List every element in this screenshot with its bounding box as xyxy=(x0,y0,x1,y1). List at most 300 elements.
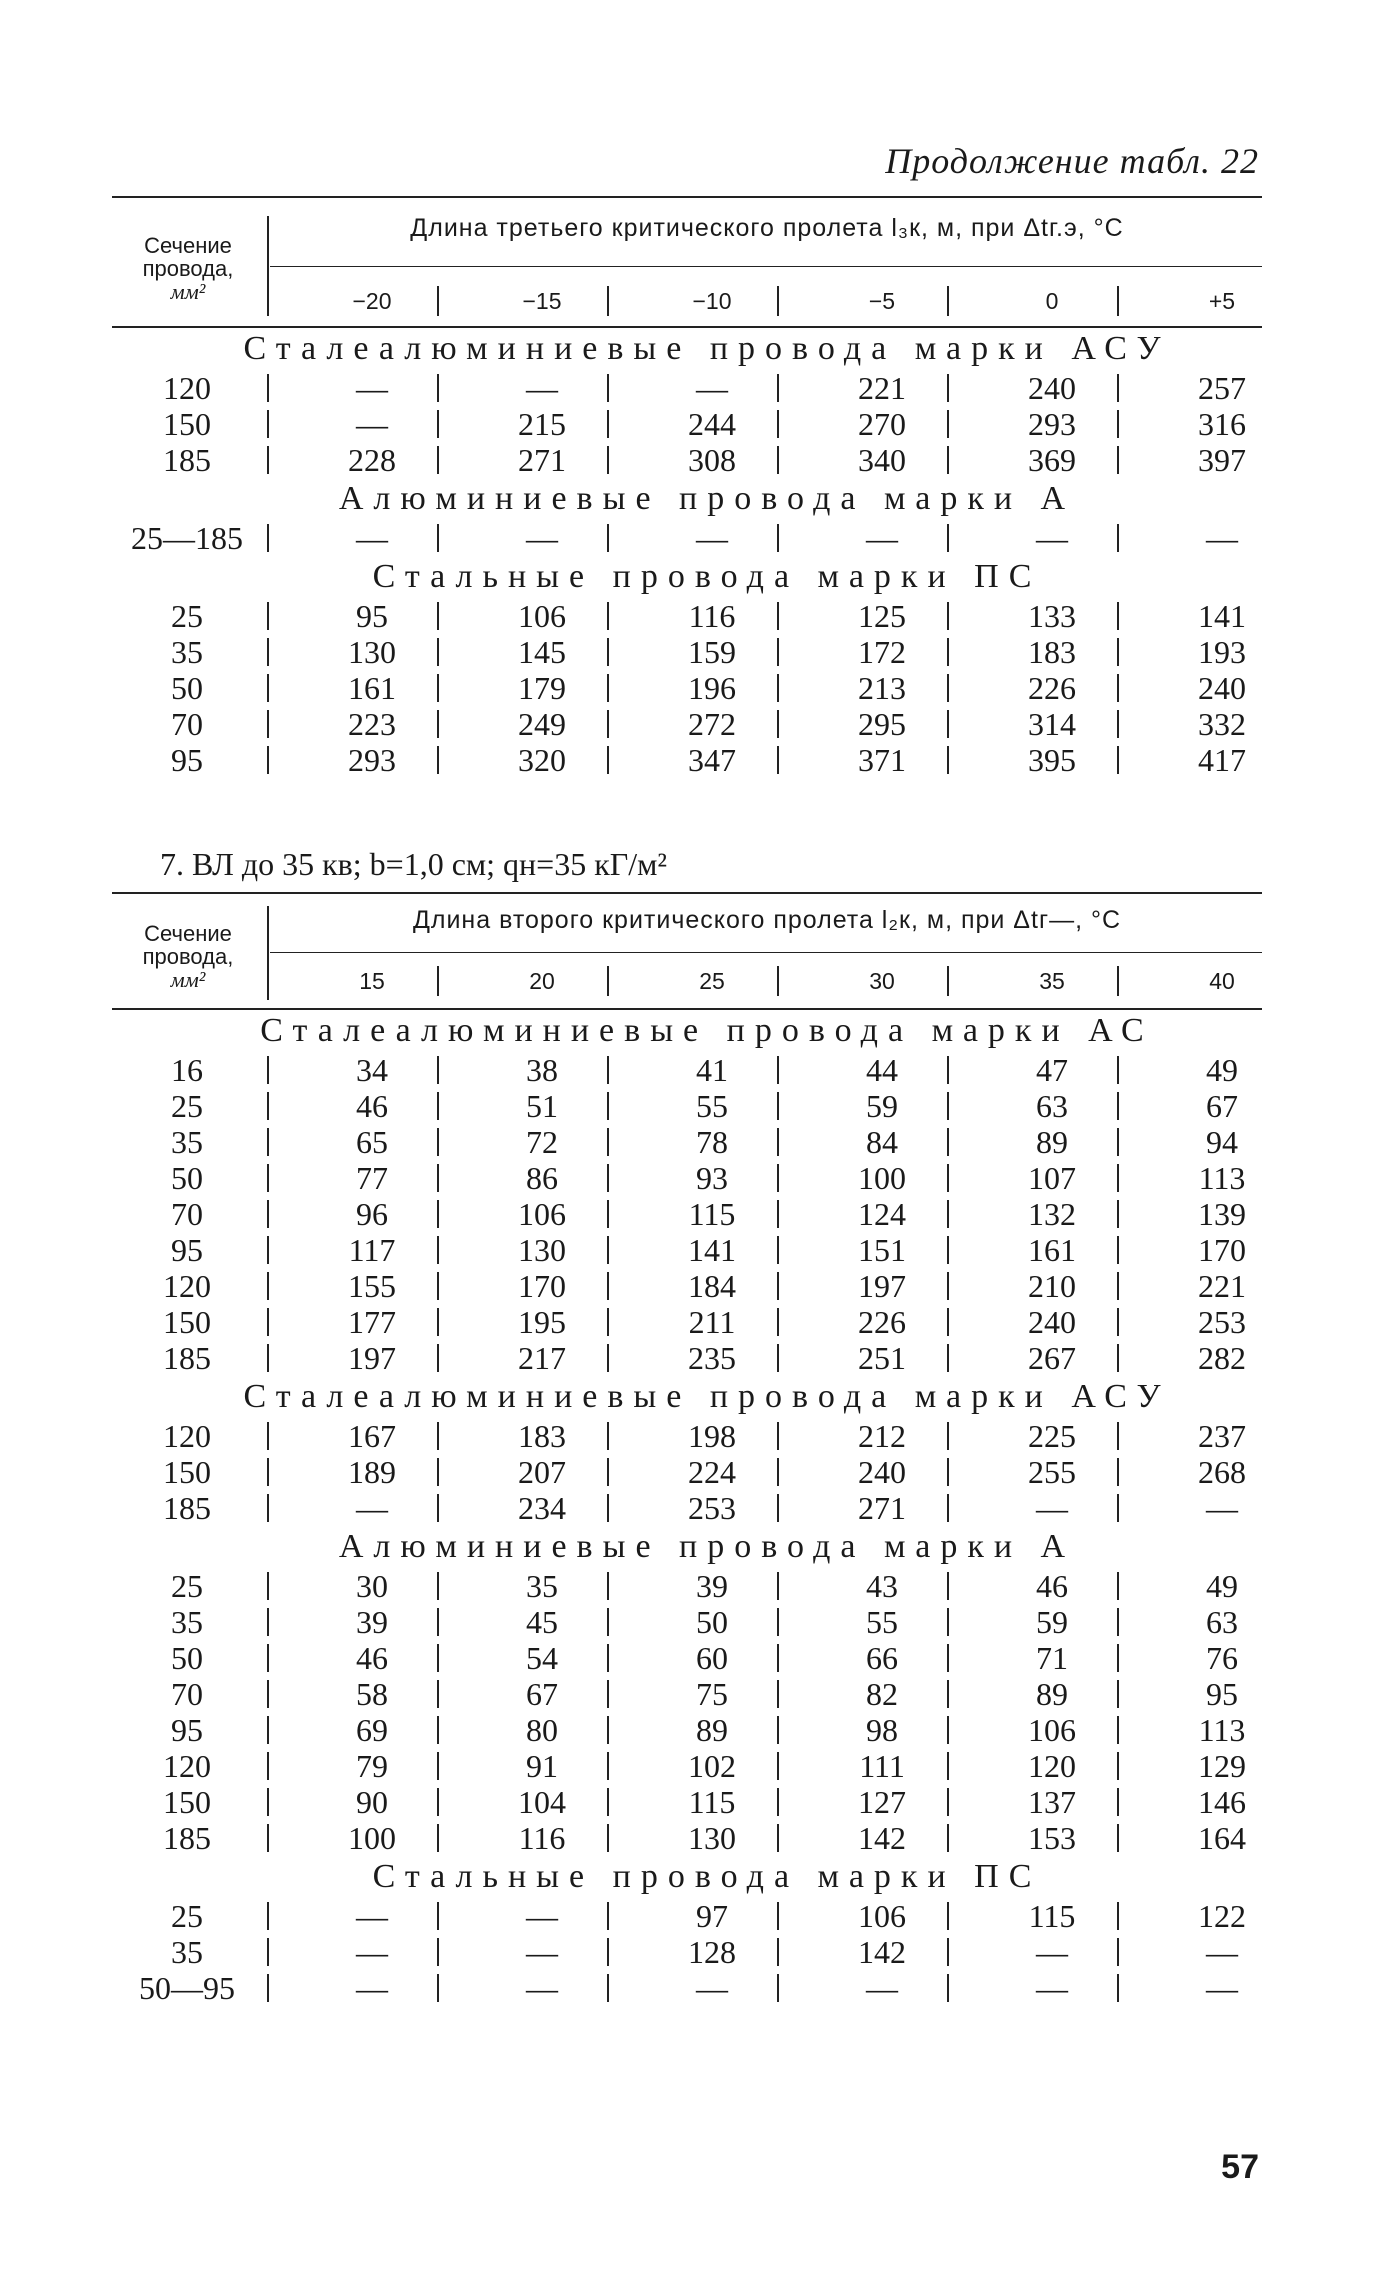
value-cell: 141 xyxy=(1198,598,1246,634)
section-title: Стальные провода марки ПС xyxy=(372,1858,1042,1895)
table-1-body xyxy=(112,328,1262,778)
value-cell: 106 xyxy=(858,1898,906,1934)
table-row xyxy=(112,406,1262,442)
section-1 xyxy=(112,1376,1262,1526)
value-cell: 240 xyxy=(1028,370,1076,406)
table-1-header xyxy=(112,196,1262,328)
value-cell: 195 xyxy=(518,1304,566,1340)
row-header-line-1: Сечение xyxy=(144,921,232,946)
cross-section-cell: 120 xyxy=(163,1418,211,1454)
section-3 xyxy=(112,1856,1262,2006)
temp-header-4: 0 xyxy=(1045,288,1059,314)
value-cell: 271 xyxy=(518,442,566,478)
value-cell: 237 xyxy=(1198,1418,1246,1454)
value-cell: — xyxy=(526,370,558,406)
value-cell: 115 xyxy=(688,1196,736,1232)
value-cell: 295 xyxy=(858,706,906,742)
cross-section-cell: 35 xyxy=(171,1934,203,1970)
temp-header-5: 40 xyxy=(1209,968,1235,994)
value-cell: 30 xyxy=(356,1568,388,1604)
table-row xyxy=(112,1490,1262,1526)
value-cell: — xyxy=(1036,1490,1068,1526)
value-cell: 95 xyxy=(1206,1676,1238,1712)
table-row xyxy=(112,1052,1262,1088)
value-cell: 151 xyxy=(858,1232,906,1268)
value-cell: 244 xyxy=(688,406,736,442)
value-cell: — xyxy=(356,406,388,442)
value-cell: — xyxy=(526,1934,558,1970)
section-title: Сталеалюминиевые провода марки АС xyxy=(260,1012,1154,1049)
value-cell: 43 xyxy=(866,1568,898,1604)
value-cell: 106 xyxy=(518,598,566,634)
value-cell: 130 xyxy=(518,1232,566,1268)
table-row xyxy=(112,706,1262,742)
value-cell: 145 xyxy=(518,634,566,670)
value-cell: 117 xyxy=(348,1232,396,1268)
value-cell: 55 xyxy=(696,1088,728,1124)
value-cell: 60 xyxy=(696,1640,728,1676)
value-cell: 183 xyxy=(518,1418,566,1454)
value-cell: 253 xyxy=(1198,1304,1246,1340)
value-cell: 184 xyxy=(688,1268,736,1304)
temp-header-2: 25 xyxy=(699,968,725,994)
value-cell: 115 xyxy=(1028,1898,1076,1934)
value-cell: 155 xyxy=(348,1268,396,1304)
value-cell: 196 xyxy=(688,670,736,706)
value-cell: 226 xyxy=(858,1304,906,1340)
temp-header-1: −15 xyxy=(522,288,562,314)
cross-section-cell: 50 xyxy=(171,670,203,706)
value-cell: 55 xyxy=(866,1604,898,1640)
value-cell: 271 xyxy=(858,1490,906,1526)
value-cell: 293 xyxy=(348,742,396,778)
value-cell: — xyxy=(1036,1970,1068,2006)
value-cell: 71 xyxy=(1036,1640,1068,1676)
value-cell: 146 xyxy=(1198,1784,1246,1820)
value-cell: 44 xyxy=(866,1052,898,1088)
value-cell: 308 xyxy=(688,442,736,478)
value-cell: 46 xyxy=(356,1088,388,1124)
table-row xyxy=(112,1340,1262,1376)
cross-section-cell: 35 xyxy=(171,634,203,670)
section-note: 7. ВЛ до 35 кв; b=1,0 см; qн=35 кГ/м² xyxy=(160,846,667,882)
value-cell: 111 xyxy=(859,1748,905,1784)
value-cell: 59 xyxy=(866,1088,898,1124)
table-row xyxy=(112,1268,1262,1304)
section-title: Сталеалюминиевые провода марки АСУ xyxy=(243,330,1171,367)
continuation-label: Продолжение табл. 22 xyxy=(885,141,1259,181)
value-cell: 97 xyxy=(696,1898,728,1934)
cross-section-cell: 185 xyxy=(163,442,211,478)
value-cell: 193 xyxy=(1198,634,1246,670)
value-cell: 129 xyxy=(1198,1748,1246,1784)
temp-header-5: +5 xyxy=(1208,288,1236,314)
value-cell: 63 xyxy=(1036,1088,1068,1124)
row-header-cell xyxy=(112,234,264,303)
value-cell: 116 xyxy=(688,598,736,634)
value-cell: 142 xyxy=(858,1820,906,1856)
value-cell: 113 xyxy=(1198,1160,1246,1196)
value-cell: 320 xyxy=(518,742,566,778)
value-cell: 268 xyxy=(1198,1454,1246,1490)
cross-section-cell: 95 xyxy=(171,1712,203,1748)
value-cell: 397 xyxy=(1198,442,1246,478)
table-row xyxy=(112,1568,1262,1604)
cross-section-cell: 120 xyxy=(163,1268,211,1304)
value-cell: 234 xyxy=(518,1490,566,1526)
value-cell: — xyxy=(526,1898,558,1934)
value-cell: 282 xyxy=(1198,1340,1246,1376)
cross-section-cell: 50 xyxy=(171,1640,203,1676)
cross-section-cell: 16 xyxy=(171,1052,203,1088)
value-cell: 98 xyxy=(866,1712,898,1748)
value-cell: 223 xyxy=(348,706,396,742)
column-caption: Длина второго критического пролета l₂к, м, при Δtг—, °С xyxy=(412,906,1122,934)
cross-section-cell: 185 xyxy=(163,1490,211,1526)
value-cell: 177 xyxy=(348,1304,396,1340)
value-cell: 49 xyxy=(1206,1052,1238,1088)
value-cell: — xyxy=(1206,1490,1238,1526)
value-cell: 130 xyxy=(688,1820,736,1856)
value-cell: 130 xyxy=(348,634,396,670)
value-cell: 240 xyxy=(1028,1304,1076,1340)
value-cell: 45 xyxy=(526,1604,558,1640)
table-row xyxy=(112,1418,1262,1454)
value-cell: 255 xyxy=(1028,1454,1076,1490)
value-cell: 80 xyxy=(526,1712,558,1748)
page-number: 57 xyxy=(1221,2148,1259,2186)
value-cell: 142 xyxy=(858,1934,906,1970)
value-cell: 46 xyxy=(1036,1568,1068,1604)
value-cell: — xyxy=(1206,520,1238,556)
value-cell: 67 xyxy=(1206,1088,1238,1124)
value-cell: — xyxy=(356,1898,388,1934)
value-cell: 137 xyxy=(1028,1784,1076,1820)
value-cell: — xyxy=(356,370,388,406)
temp-header-3: 30 xyxy=(869,968,895,994)
value-cell: 120 xyxy=(1028,1748,1076,1784)
table-row xyxy=(112,1160,1262,1196)
cross-section-cell: 185 xyxy=(163,1340,211,1376)
value-cell: 89 xyxy=(1036,1676,1068,1712)
table-2-header xyxy=(112,892,1262,1010)
cross-section-cell: 70 xyxy=(171,1196,203,1232)
value-cell: 159 xyxy=(688,634,736,670)
section-0 xyxy=(112,328,1262,478)
value-cell: 132 xyxy=(1028,1196,1076,1232)
cross-section-cell: 50 xyxy=(171,1160,203,1196)
cross-section-cell: 70 xyxy=(171,706,203,742)
value-cell: 211 xyxy=(688,1304,736,1340)
temp-header-1: 20 xyxy=(529,968,555,994)
value-cell: 369 xyxy=(1028,442,1076,478)
table-row xyxy=(112,1232,1262,1268)
value-cell: 316 xyxy=(1198,406,1246,442)
value-cell: 49 xyxy=(1206,1568,1238,1604)
value-cell: 153 xyxy=(1028,1820,1076,1856)
table-row xyxy=(112,1970,1262,2006)
value-cell: 207 xyxy=(518,1454,566,1490)
temp-header-3: −5 xyxy=(868,288,896,314)
temp-header-4: 35 xyxy=(1039,968,1065,994)
value-cell: 228 xyxy=(348,442,396,478)
table-row xyxy=(112,598,1262,634)
value-cell: — xyxy=(526,520,558,556)
value-cell: 221 xyxy=(1198,1268,1246,1304)
value-cell: — xyxy=(356,1934,388,1970)
value-cell: — xyxy=(696,1970,728,2006)
value-cell: 89 xyxy=(1036,1124,1068,1160)
value-cell: 113 xyxy=(1198,1712,1246,1748)
value-cell: 179 xyxy=(518,670,566,706)
value-cell: 78 xyxy=(696,1124,728,1160)
value-cell: 90 xyxy=(356,1784,388,1820)
value-cell: 198 xyxy=(688,1418,736,1454)
value-cell: — xyxy=(356,1490,388,1526)
cross-section-cell: 150 xyxy=(163,1304,211,1340)
table-row xyxy=(112,1088,1262,1124)
cross-section-cell: 150 xyxy=(163,406,211,442)
value-cell: 104 xyxy=(518,1784,566,1820)
value-cell: 100 xyxy=(858,1160,906,1196)
section-title: Сталеалюминиевые провода марки АСУ xyxy=(243,1378,1171,1415)
cross-section-cell: 25 xyxy=(171,1088,203,1124)
table-row xyxy=(112,1784,1262,1820)
value-cell: 170 xyxy=(1198,1232,1246,1268)
value-cell: 39 xyxy=(356,1604,388,1640)
value-cell: 51 xyxy=(526,1088,558,1124)
value-cell: 189 xyxy=(348,1454,396,1490)
cross-section-cell: 185 xyxy=(163,1820,211,1856)
row-header-unit: мм² xyxy=(170,967,206,992)
value-cell: 270 xyxy=(858,406,906,442)
section-2 xyxy=(112,556,1262,778)
value-cell: 133 xyxy=(1028,598,1076,634)
value-cell: 102 xyxy=(688,1748,736,1784)
table-row xyxy=(112,1898,1262,1934)
value-cell: 106 xyxy=(1028,1712,1076,1748)
value-cell: 77 xyxy=(356,1160,388,1196)
column-caption: Длина третьего критического пролета l₃к, м, при Δtг.э, °С xyxy=(410,214,1124,242)
table-row xyxy=(112,442,1262,478)
value-cell: 75 xyxy=(696,1676,728,1712)
row-header-cell xyxy=(112,922,264,991)
value-cell: 46 xyxy=(356,1640,388,1676)
value-cell: 164 xyxy=(1198,1820,1246,1856)
value-cell: 54 xyxy=(526,1640,558,1676)
value-cell: 84 xyxy=(866,1124,898,1160)
value-cell: — xyxy=(1206,1970,1238,2006)
table-row xyxy=(112,1604,1262,1640)
table-row xyxy=(112,1454,1262,1490)
value-cell: 167 xyxy=(348,1418,396,1454)
value-cell: 79 xyxy=(356,1748,388,1784)
value-cell: 332 xyxy=(1198,706,1246,742)
value-cell: 225 xyxy=(1028,1418,1076,1454)
value-cell: 197 xyxy=(858,1268,906,1304)
value-cell: 69 xyxy=(356,1712,388,1748)
table-row xyxy=(112,1304,1262,1340)
value-cell: 293 xyxy=(1028,406,1076,442)
value-cell: 91 xyxy=(526,1748,558,1784)
cross-section-cell: 70 xyxy=(171,1676,203,1712)
cross-section-cell: 150 xyxy=(163,1784,211,1820)
value-cell: 224 xyxy=(688,1454,736,1490)
value-cell: 253 xyxy=(688,1490,736,1526)
value-cell: 141 xyxy=(688,1232,736,1268)
value-cell: 347 xyxy=(688,742,736,778)
section-title: Стальные провода марки ПС xyxy=(372,558,1042,595)
value-cell: 63 xyxy=(1206,1604,1238,1640)
cross-section-cell: 25 xyxy=(171,598,203,634)
value-cell: 240 xyxy=(1198,670,1246,706)
value-cell: 125 xyxy=(858,598,906,634)
cross-section-cell: 150 xyxy=(163,1454,211,1490)
cross-section-cell: 95 xyxy=(171,1232,203,1268)
value-cell: 257 xyxy=(1198,370,1246,406)
table-2 xyxy=(112,892,1262,2006)
value-cell: 94 xyxy=(1206,1124,1238,1160)
value-cell: 197 xyxy=(348,1340,396,1376)
temp-header-0: −20 xyxy=(352,288,392,314)
value-cell: 34 xyxy=(356,1052,388,1088)
value-cell: 66 xyxy=(866,1640,898,1676)
cross-section-cell: 25 xyxy=(171,1898,203,1934)
value-cell: 38 xyxy=(526,1052,558,1088)
cross-section-cell: 120 xyxy=(163,370,211,406)
cross-section-cell: 35 xyxy=(171,1124,203,1160)
value-cell: 212 xyxy=(858,1418,906,1454)
table-row xyxy=(112,1748,1262,1784)
value-cell: 314 xyxy=(1028,706,1076,742)
cross-section-cell: 25—185 xyxy=(131,520,243,556)
value-cell: — xyxy=(1206,1934,1238,1970)
table-row xyxy=(112,634,1262,670)
value-cell: 82 xyxy=(866,1676,898,1712)
value-cell: 50 xyxy=(696,1604,728,1640)
section-2 xyxy=(112,1526,1262,1856)
value-cell: 170 xyxy=(518,1268,566,1304)
value-cell: 96 xyxy=(356,1196,388,1232)
value-cell: 122 xyxy=(1198,1898,1246,1934)
section-1 xyxy=(112,478,1262,556)
value-cell: 267 xyxy=(1028,1340,1076,1376)
value-cell: — xyxy=(356,1970,388,2006)
table-row xyxy=(112,670,1262,706)
value-cell: 41 xyxy=(696,1052,728,1088)
cross-section-cell: 35 xyxy=(171,1604,203,1640)
value-cell: 417 xyxy=(1198,742,1246,778)
value-cell: 89 xyxy=(696,1712,728,1748)
value-cell: 39 xyxy=(696,1568,728,1604)
temp-header-0: 15 xyxy=(359,968,385,994)
value-cell: 226 xyxy=(1028,670,1076,706)
value-cell: 128 xyxy=(688,1934,736,1970)
value-cell: 86 xyxy=(526,1160,558,1196)
table-row xyxy=(112,1640,1262,1676)
value-cell: 127 xyxy=(858,1784,906,1820)
value-cell: — xyxy=(526,1970,558,2006)
value-cell: 124 xyxy=(858,1196,906,1232)
value-cell: 340 xyxy=(858,442,906,478)
value-cell: 65 xyxy=(356,1124,388,1160)
section-title: Алюминиевые провода марки А xyxy=(338,1528,1076,1565)
value-cell: 217 xyxy=(518,1340,566,1376)
value-cell: 93 xyxy=(696,1160,728,1196)
value-cell: 251 xyxy=(858,1340,906,1376)
value-cell: — xyxy=(696,520,728,556)
value-cell: 76 xyxy=(1206,1640,1238,1676)
value-cell: 95 xyxy=(356,598,388,634)
table-row xyxy=(112,370,1262,406)
table-1 xyxy=(112,196,1262,778)
table-row xyxy=(112,1934,1262,1970)
row-header-unit: мм² xyxy=(170,279,206,304)
value-cell: 213 xyxy=(858,670,906,706)
value-cell: 72 xyxy=(526,1124,558,1160)
value-cell: 235 xyxy=(688,1340,736,1376)
cross-section-cell: 95 xyxy=(171,742,203,778)
value-cell: 395 xyxy=(1028,742,1076,778)
row-header-line-2: провода, xyxy=(142,256,234,281)
value-cell: — xyxy=(1036,1934,1068,1970)
table-row xyxy=(112,1712,1262,1748)
table-2-body xyxy=(112,1010,1262,2006)
table-row xyxy=(112,520,1262,556)
value-cell: 249 xyxy=(518,706,566,742)
temp-header-2: −10 xyxy=(692,288,732,314)
table-row xyxy=(112,742,1262,778)
row-header-line-1: Сечение xyxy=(144,233,232,258)
value-cell: 371 xyxy=(858,742,906,778)
table-row xyxy=(112,1124,1262,1160)
value-cell: 67 xyxy=(526,1676,558,1712)
value-cell: 161 xyxy=(348,670,396,706)
cross-section-cell: 50—95 xyxy=(139,1970,235,2006)
value-cell: 172 xyxy=(858,634,906,670)
value-cell: 58 xyxy=(356,1676,388,1712)
table-row xyxy=(112,1820,1262,1856)
section-title: Алюминиевые провода марки А xyxy=(338,480,1076,517)
value-cell: 272 xyxy=(688,706,736,742)
value-cell: 215 xyxy=(518,406,566,442)
value-cell: 35 xyxy=(526,1568,558,1604)
value-cell: 107 xyxy=(1028,1160,1076,1196)
value-cell: 115 xyxy=(688,1784,736,1820)
value-cell: — xyxy=(866,520,898,556)
value-cell: 139 xyxy=(1198,1196,1246,1232)
value-cell: — xyxy=(356,520,388,556)
value-cell: — xyxy=(1036,520,1068,556)
cross-section-cell: 120 xyxy=(163,1748,211,1784)
value-cell: 100 xyxy=(348,1820,396,1856)
value-cell: 161 xyxy=(1028,1232,1076,1268)
table-row xyxy=(112,1676,1262,1712)
cross-section-cell: 25 xyxy=(171,1568,203,1604)
value-cell: 47 xyxy=(1036,1052,1068,1088)
value-cell: 106 xyxy=(518,1196,566,1232)
value-cell: — xyxy=(696,370,728,406)
value-cell: 240 xyxy=(858,1454,906,1490)
section-0 xyxy=(112,1010,1262,1376)
value-cell: — xyxy=(866,1970,898,2006)
value-cell: 116 xyxy=(518,1820,566,1856)
value-cell: 221 xyxy=(858,370,906,406)
value-cell: 210 xyxy=(1028,1268,1076,1304)
value-cell: 59 xyxy=(1036,1604,1068,1640)
row-header-line-2: провода, xyxy=(142,944,234,969)
table-row xyxy=(112,1196,1262,1232)
